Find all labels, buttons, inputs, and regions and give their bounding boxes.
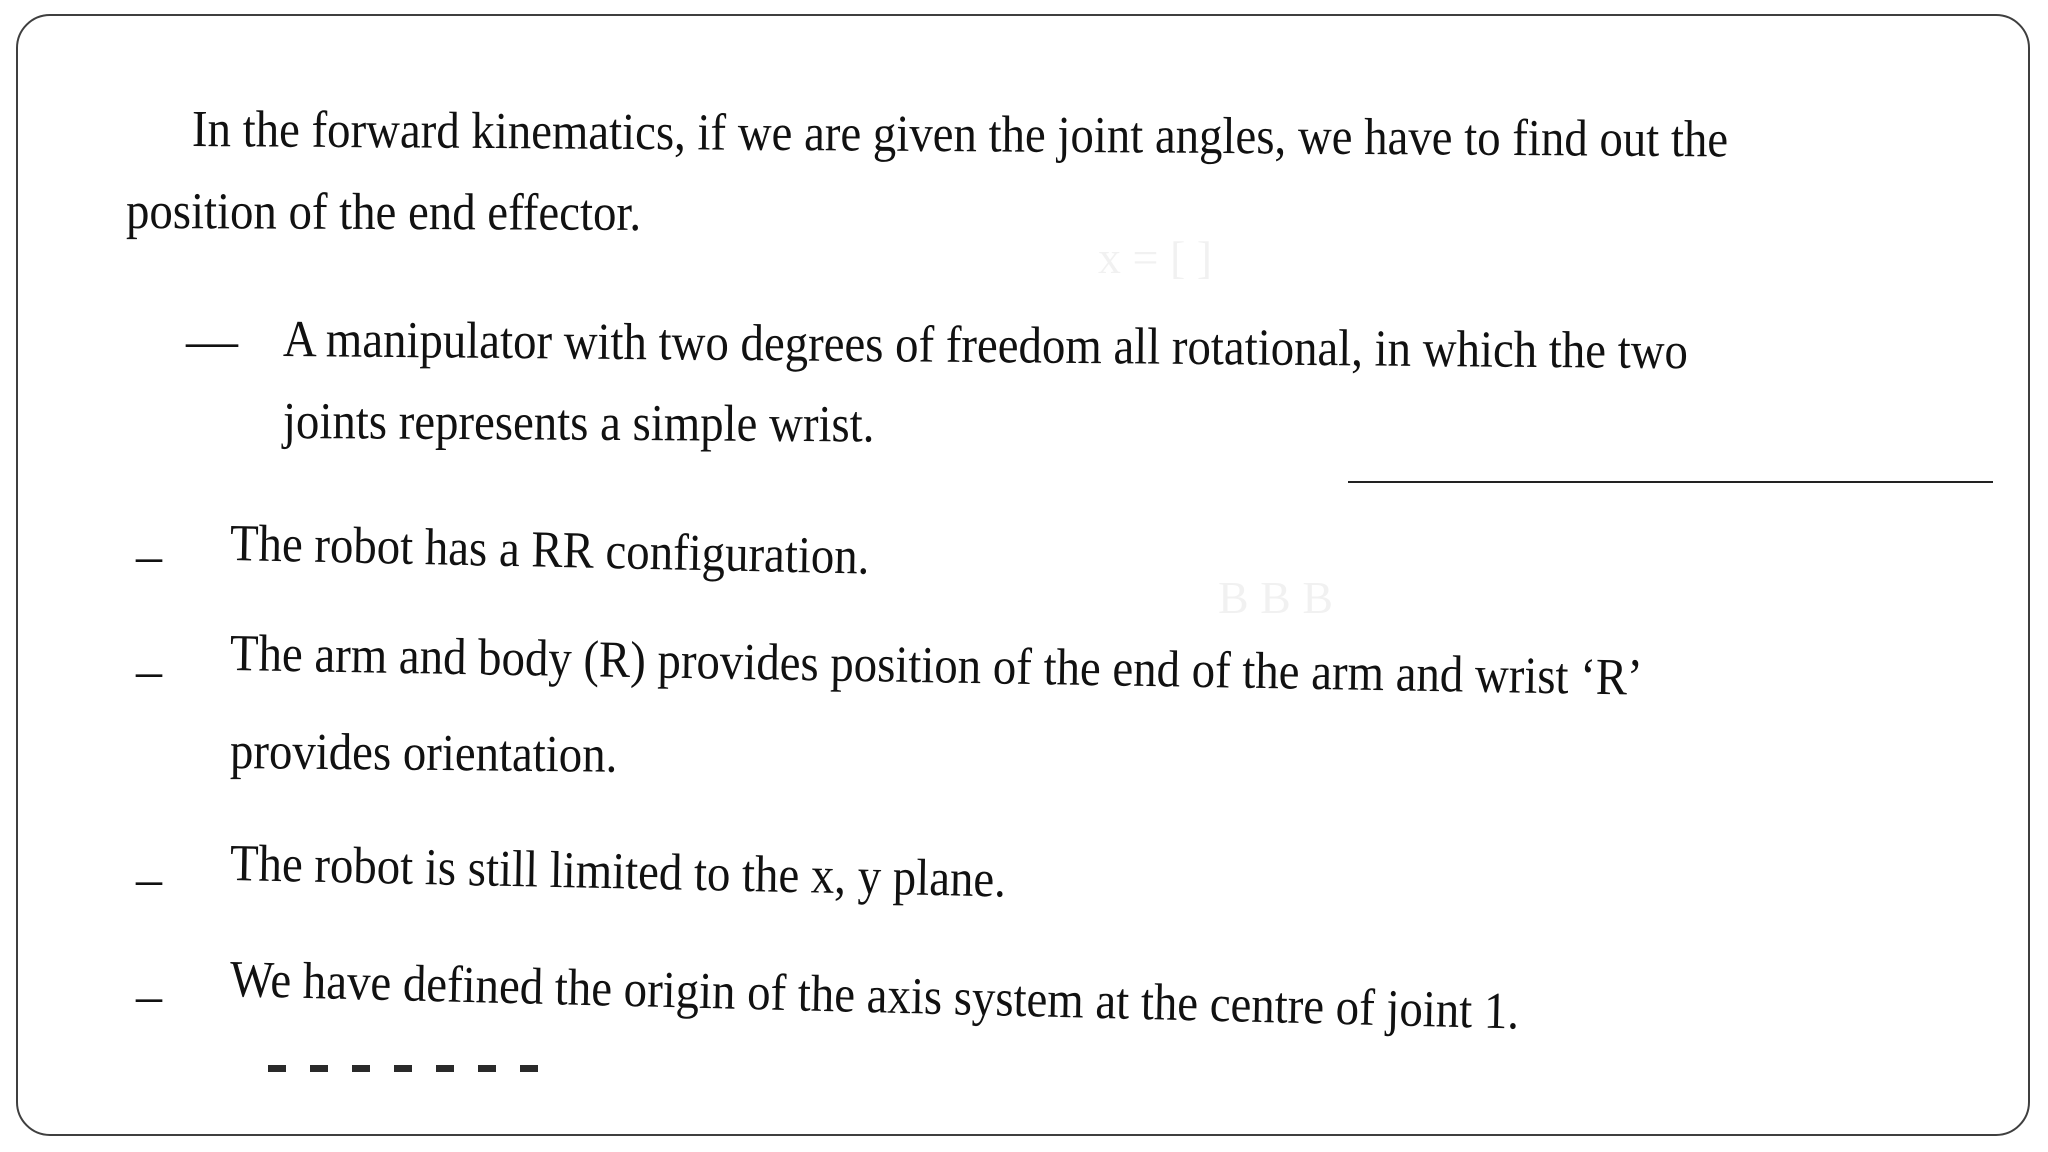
bullet-2-line-1: The robot has a RR configuration. [229, 515, 870, 586]
bleed-through: B B B [1218, 572, 1334, 623]
scanned-page [18, 16, 2028, 1134]
bullet-1-line-1: A manipulator with two degrees of freedom all rotational, in which the two [282, 311, 1689, 381]
bleed-through: x = [ ] [1098, 232, 1213, 283]
bullet-dash: – [136, 528, 162, 585]
cut-off-text-fragment [268, 1062, 608, 1072]
paragraph-line-2: position of the end effector. [125, 183, 642, 242]
bullet-dash: – [136, 643, 162, 700]
slide-frame [16, 14, 2030, 1136]
horizontal-rule [1348, 481, 1993, 483]
bullet-5-line-1: We have defined the origin of the axis system at the centre of joint 1. [229, 951, 1520, 1041]
bullet-3-line-1: The arm and body (R) provides position of the end of the arm and wrist ‘R’ [229, 625, 1644, 707]
bullet-1-line-2: joints represents a simple wrist. [282, 393, 875, 454]
bullet-dash: – [136, 851, 162, 908]
bullet-dash: — [186, 313, 238, 370]
bullet-3-line-2: provides orientation. [229, 723, 618, 784]
bullet-4-line-1: The robot is still limited to the x, y plane. [229, 835, 1007, 909]
paragraph-line-1: In the forward kinematics, if we are given the joint angles, we have to find out the [191, 101, 1729, 169]
bullet-dash: – [136, 968, 162, 1025]
